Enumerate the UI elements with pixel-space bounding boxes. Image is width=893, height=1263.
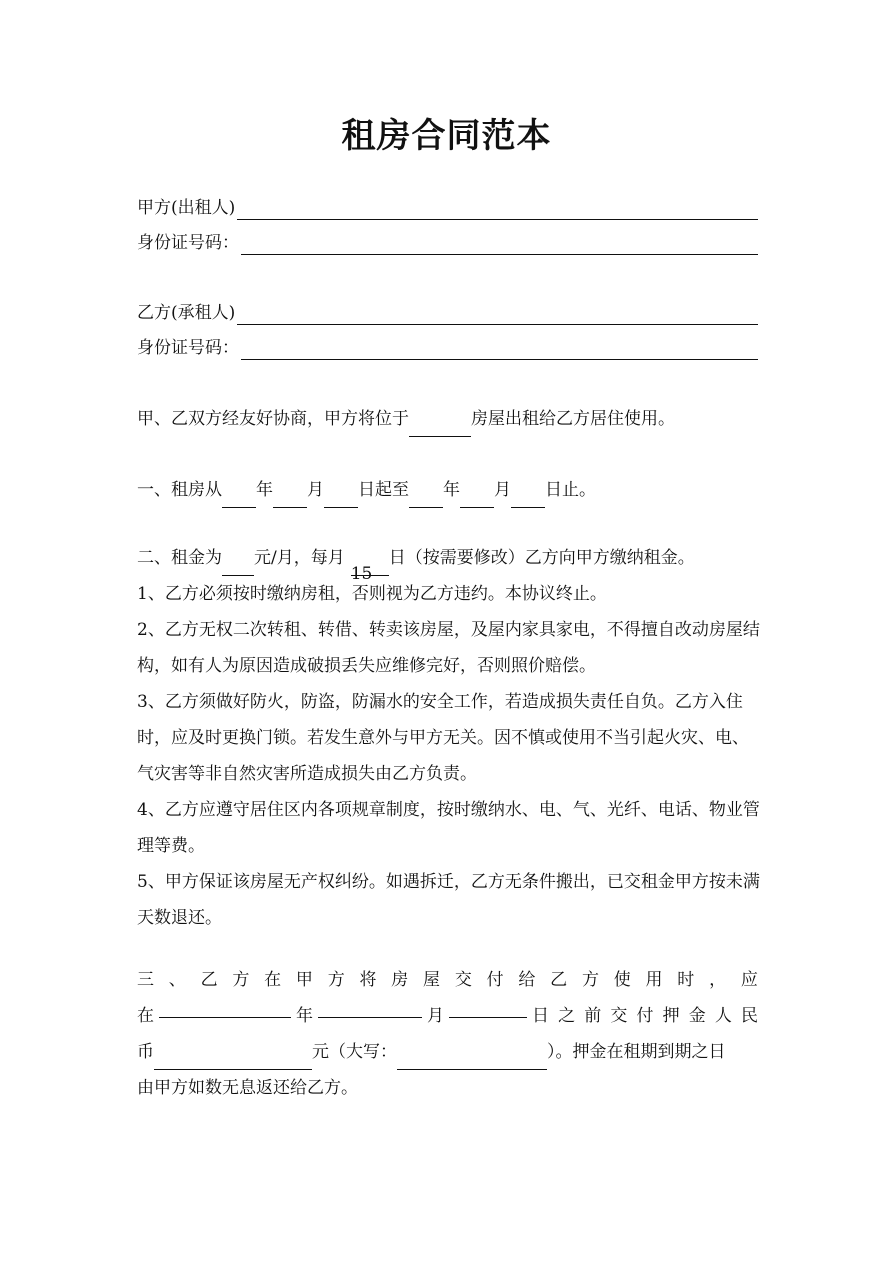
term-prefix: 一、租房从: [137, 480, 222, 500]
deposit-line-2-chars: [137, 998, 758, 1034]
deposit-line-2-char: 付: [636, 1006, 654, 1026]
deposit-line-1-char: 乙: [200, 970, 218, 990]
deposit-line-1-char: 屋: [423, 970, 441, 990]
party-b-name-row: [137, 301, 758, 325]
party-b-id-label: 身份证号码：: [137, 338, 239, 358]
deposit-amount-blank[interactable]: [154, 1050, 312, 1070]
end-day-blank[interactable]: [511, 488, 545, 508]
deposit-currency: 币: [137, 1042, 154, 1062]
party-a-name-row: [137, 196, 758, 220]
deposit-line-2-char: 民: [741, 1006, 758, 1026]
party-a-id-row: [137, 231, 758, 255]
address-blank[interactable]: [409, 417, 471, 437]
rent-unit: 元/月，每月: [254, 548, 345, 568]
deposit-line-2-char: 交: [610, 1006, 628, 1026]
deposit-line-1-char: 将: [359, 970, 377, 990]
deposit-day-blank[interactable]: [449, 998, 527, 1018]
end-month-blank[interactable]: [460, 488, 494, 508]
term-paragraph: [137, 472, 762, 508]
rent-day-value[interactable]: 15: [351, 556, 389, 576]
party-a-name-blank[interactable]: [237, 200, 758, 220]
deposit-line-4: 由甲方如数无息返还给乙方。: [137, 1078, 358, 1098]
deposit-line-3: [137, 1034, 777, 1070]
deposit-line-1-char: 使: [613, 970, 631, 990]
intro-after: 房屋出租给乙方居住使用。: [471, 409, 675, 429]
term-year2: 年: [443, 480, 460, 500]
deposit-at: 在: [137, 1006, 154, 1026]
start-month-blank[interactable]: [273, 488, 307, 508]
deposit-line-1-char: 方: [327, 970, 345, 990]
term-year1: 年: [256, 480, 273, 500]
deposit-line-2-char: 人: [714, 1006, 732, 1026]
start-year-blank[interactable]: [222, 488, 256, 508]
deposit-line-1-char: 三: [137, 970, 154, 990]
rent-suffix: 日（按需要修改）乙方向甲方缴纳租金。: [388, 548, 695, 568]
rent-amount-blank[interactable]: [222, 556, 254, 576]
deposit-line-1-char: 乙: [550, 970, 568, 990]
deposit-line-1-char: 交: [454, 970, 472, 990]
party-a-id-blank[interactable]: [241, 235, 758, 255]
deposit-capital-blank[interactable]: [397, 1050, 547, 1070]
deposit-line-1-char: 房: [391, 970, 409, 990]
clause-4: 4、乙方应遵守居住区内各项规章制度，按时缴纳水、电、气、光纤、电话、物业管理等费。: [137, 800, 760, 856]
deposit-year-blank[interactable]: [159, 998, 291, 1018]
party-b-id-blank[interactable]: [241, 340, 758, 360]
deposit-close: ）。押金在租期到期之日: [547, 1042, 726, 1062]
party-b-name-blank[interactable]: [237, 305, 758, 325]
deposit-line-2-tail: [532, 998, 758, 1034]
deposit-line-1-char: 甲: [295, 970, 313, 990]
clause-5: 5、甲方保证该房屋无产权纠纷。如遇拆迁，乙方无条件搬出，已交租金甲方按未满天数退还。: [137, 872, 760, 928]
term-month2: 月: [494, 480, 511, 500]
clause-3: 3、乙方须做好防火，防盗，防漏水的安全工作，若造成损失责任自负。乙方入住时，应及时更换门锁。若发生意外与甲方无关。因不慎或使用不当引起火灾、电、气灾害等非自然灾害所造成损失由乙方负责。: [137, 692, 749, 784]
term-day2: 日止。: [545, 480, 596, 500]
rent-prefix: 二、租金为: [137, 548, 222, 568]
deposit-line-1-char: 付: [486, 970, 504, 990]
deposit-yuan: 元（大写：: [312, 1042, 397, 1062]
deposit-line-2-char: 前: [584, 1006, 602, 1026]
deposit-line-1-char: 在: [264, 970, 282, 990]
party-a-id-label: 身份证号码：: [137, 233, 239, 253]
deposit-line-1-char: 给: [518, 970, 536, 990]
party-b-label: 乙方(承租人): [137, 303, 236, 323]
intro-paragraph: [137, 401, 762, 437]
clauses-list: [137, 576, 762, 936]
deposit-line-1-char: 应: [740, 970, 758, 990]
deposit-line-2-char: 之: [558, 1006, 576, 1026]
term-month1: 月: [307, 480, 324, 500]
deposit-year: 年: [296, 1006, 313, 1026]
intro-before: 甲、乙双方经友好协商，甲方将位于: [137, 409, 409, 429]
deposit-month-blank[interactable]: [318, 998, 422, 1018]
party-b-id-row: [137, 336, 758, 360]
deposit-line-1: [137, 962, 758, 998]
term-day1: 日起至: [358, 480, 409, 500]
deposit-line-2: [137, 998, 758, 1034]
deposit-line-1-char: 用: [645, 970, 663, 990]
rent-paragraph: [137, 540, 762, 584]
deposit-line-1-char: 方: [232, 970, 250, 990]
deposit-line-1-chars: [137, 962, 758, 998]
deposit-month: 月: [427, 1006, 444, 1026]
end-year-blank[interactable]: [409, 488, 443, 508]
clause-2: 2、乙方无权二次转租、转借、转卖该房屋，及屋内家具家电，不得擅自改动房屋结构，如有人为原因造成破损丢失应维修完好，否则照价赔偿。: [137, 620, 760, 676]
deposit-line-2-char: 押: [662, 1006, 680, 1026]
start-day-blank[interactable]: [324, 488, 358, 508]
page-title: 租房合同范本: [341, 116, 552, 156]
clause-1: 1、乙方必须按时缴纳房租，否则视为乙方违约。本协议终止。: [137, 584, 607, 604]
deposit-line-1-char: ，: [709, 970, 727, 990]
deposit-line-1-char: 时: [677, 970, 695, 990]
deposit-line-1-char: 、: [168, 970, 186, 990]
deposit-line-2-char: 金: [688, 1006, 706, 1026]
deposit-line-2-char: 日: [532, 1006, 549, 1026]
deposit-line-1-char: 方: [581, 970, 599, 990]
party-a-label: 甲方(出租人): [137, 198, 236, 218]
